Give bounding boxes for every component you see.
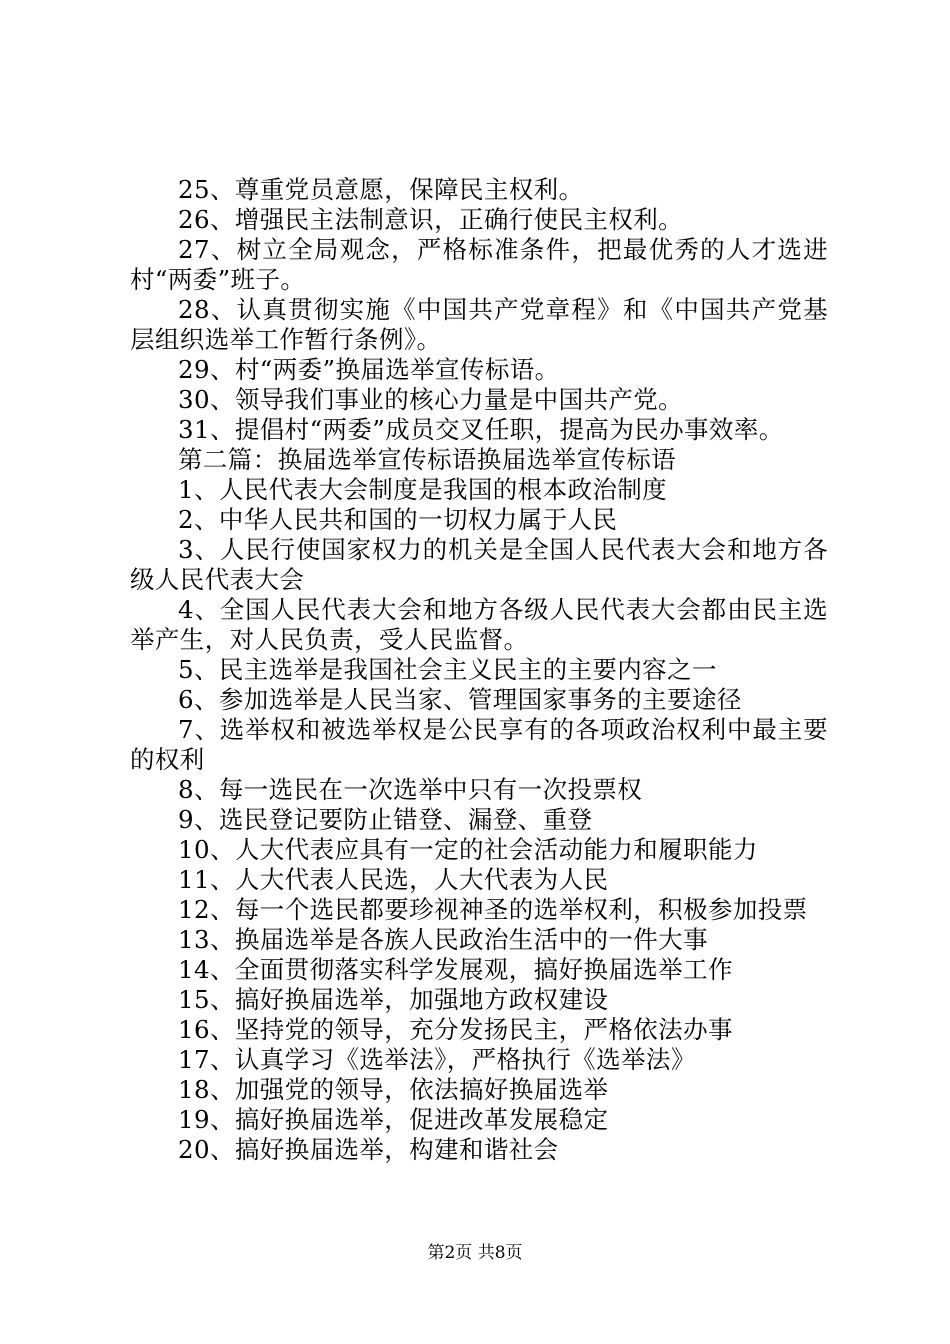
paragraph-31: 31、提倡村“两委”成员交叉任职，提高为民办事效率。 [178,415,784,444]
slogan-12: 12、每一个选民都要珍视神圣的选举权利，积极参加投票 [178,895,808,924]
slogan-17: 17、认真学习《选举法》，严格执行《选举法》 [178,1045,696,1074]
slogan-6: 6、参加选举是人民当家、管理国家事务的主要途径 [178,685,742,714]
paragraph-29: 29、村“两委”换届选举宣传标语。 [178,355,560,384]
slogan-2: 2、中华人民共和国的一切权力属于人民 [178,505,618,534]
slogan-14: 14、全面贯彻落实科学发展观，搞好换届选举工作 [178,955,733,984]
section-heading: 第二篇：换届选举宣传标语换届选举宣传标语 [178,445,676,474]
paragraph-27: 27、树立全局观念，严格标准条件，把最优秀的人才选进村“两委”班子。 [130,235,828,294]
slogan-3: 3、人民行使国家权力的机关是全国人民代表大会和地方各级人民代表大会 [130,535,828,594]
paragraph-25: 25、尊重党员意愿，保障民主权利。 [178,175,584,204]
slogan-16: 16、坚持党的领导，充分发扬民主，严格依法办事 [178,1015,733,1044]
slogan-18: 18、加强党的领导，依法搞好换届选举 [178,1075,609,1104]
slogan-15: 15、搞好换届选举，加强地方政权建设 [178,985,609,1014]
slogan-7: 7、选举权和被选举权是公民享有的各项政治权利中最主要的权利 [130,715,828,774]
slogan-10: 10、人大代表应具有一定的社会活动能力和履职能力 [178,835,758,864]
slogan-11: 11、人大代表人民选，人大代表为人民 [178,865,609,894]
slogan-1: 1、人民代表大会制度是我国的根本政治制度 [178,475,668,504]
paragraph-30: 30、领导我们事业的核心力量是中国共产党。 [178,385,684,414]
slogan-4: 4、全国人民代表大会和地方各级人民代表大会都由民主选举产生，对人民负责，受人民监督。 [130,595,828,654]
slogan-8: 8、每一选民在一次选举中只有一次投票权 [178,775,643,804]
slogan-5: 5、民主选举是我国社会主义民主的主要内容之一 [178,655,717,684]
slogan-9: 9、选民登记要防止错登、漏登、重登 [178,805,593,834]
slogan-20: 20、搞好换届选举，构建和谐社会 [178,1135,559,1164]
slogan-13: 13、换届选举是各族人民政治生活中的一件大事 [178,925,708,954]
page-footer: 第2页 共8页 [427,1243,523,1263]
paragraph-28: 28、认真贯彻实施《中国共产党章程》和《中国共产党基层组织选举工作暂行条例》。 [130,295,828,354]
document-body [130,175,828,1165]
slogan-19: 19、搞好换届选举，促进改革发展稳定 [178,1105,609,1134]
paragraph-26: 26、增强民主法制意识，正确行使民主权利。 [178,205,684,234]
